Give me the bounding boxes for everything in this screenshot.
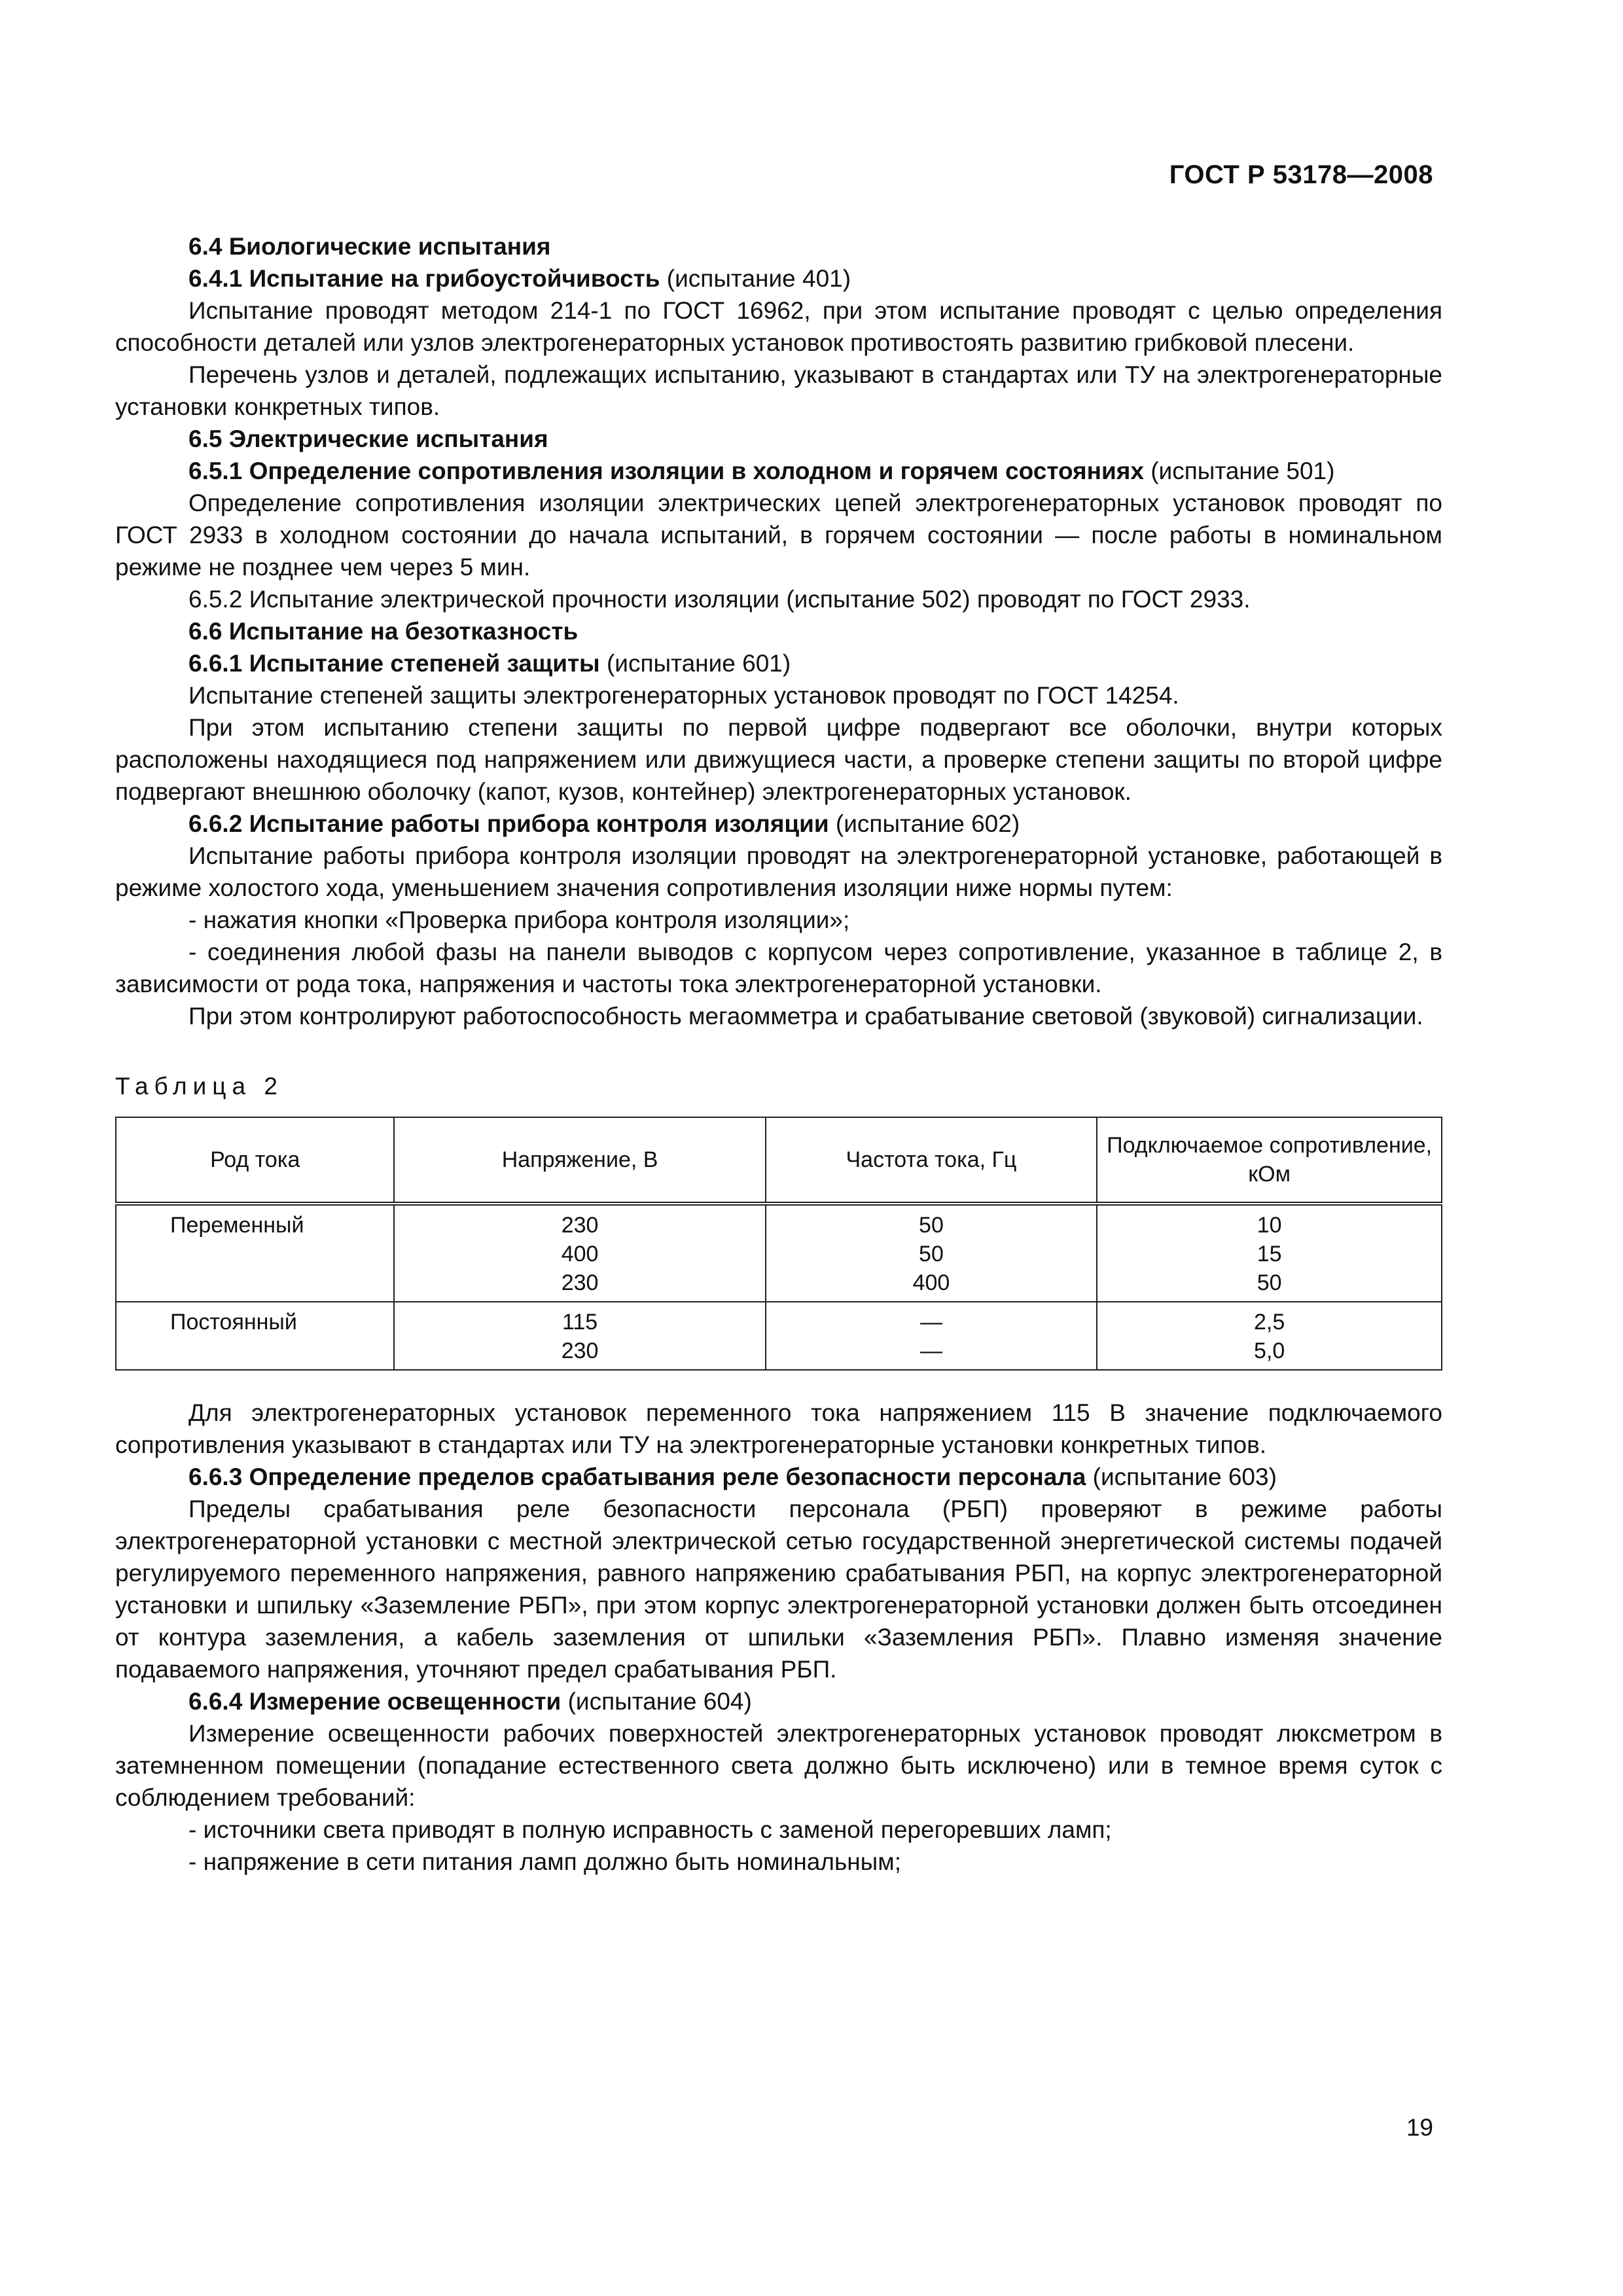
page-content [115, 230, 1442, 1878]
list-item: - источники света приводят в полную исправность с заменой перегоревших ламп; [188, 1816, 1112, 1843]
section-6-6-3-title: 6.6.3 Определение пределов срабатывания реле безопасности персонала [188, 1463, 1086, 1490]
table-row [116, 1204, 1442, 1302]
section-6-5-1-title: 6.5.1 Определение сопротивления изоляции в холодном и горячем состояниях [188, 457, 1144, 484]
cell-value: 230 [561, 1213, 599, 1238]
section-6-6-2-test-ref: (испытание 602) [829, 810, 1020, 837]
cell-value: 15 [1257, 1242, 1282, 1266]
section-6-6-1-heading [115, 647, 1442, 679]
section-6-4-title: 6.4 Биологические испытания [188, 233, 551, 260]
list-item: - нажатия кнопки «Проверка прибора контроля изоляции»; [188, 906, 850, 933]
section-6-6-1-test-ref: (испытание 601) [599, 650, 791, 677]
section-6-6-3-test-ref: (испытание 603) [1086, 1463, 1277, 1490]
section-6-6-3-heading [115, 1461, 1442, 1493]
cell-value: 400 [561, 1242, 599, 1266]
section-6-4-1-test-ref: (испытание 401) [660, 265, 851, 292]
section-6-6-title: 6.6 Испытание на безотказность [188, 618, 579, 645]
cell-value: 115 [562, 1310, 598, 1335]
data-table [115, 1117, 1442, 1371]
table-header-row [116, 1117, 1442, 1204]
document-number: ГОСТ Р 53178—2008 [1169, 160, 1433, 189]
paragraph: Испытание степеней защиты электрогенераторных установок проводят по ГОСТ 14254. [188, 682, 1179, 709]
page-number: 19 [1406, 2114, 1433, 2141]
section-6-6-2-heading [115, 808, 1442, 840]
section-6-6-2-title: 6.6.2 Испытание работы прибора контроля изоляции [188, 810, 829, 837]
cell-value: — [919, 1338, 942, 1363]
paragraph: Измерение освещенности рабочих поверхностей электрогенераторных установок проводят люксметром в затемненном помещении (попадание естественного света должно быть исключено) или в темное время суток с соблюдением требований: [115, 1720, 1442, 1811]
paragraph: Испытание работы прибора контроля изоляции проводят на электрогенераторной установке, работающей в режиме холостого хода, уменьшением значения сопротивления изоляции ниже нормы путем: [115, 842, 1442, 901]
cell-resistance [1097, 1204, 1442, 1302]
table-caption: Таблица 2 [115, 1073, 283, 1100]
section-6-4-1-title: 6.4.1 Испытание на грибоустойчивость [188, 265, 660, 292]
column-header-voltage: Напряжение, В [394, 1117, 765, 1204]
paragraph: 6.5.2 Испытание электрической прочности изоляции (испытание 502) проводят по ГОСТ 2933. [188, 586, 1251, 613]
cell-value: 10 [1257, 1213, 1282, 1238]
cell-frequency [766, 1204, 1097, 1302]
paragraph: При этом испытанию степени защиты по первой цифре подвергают все оболочки, внутри которых расположены находящиеся под напряжением или движущиеся части, а проверке степени защиты по второй цифре подвергают внешнюю оболочку (капот, кузов, контейнер) электрогенераторных установок. [115, 714, 1442, 805]
section-6-6-1-title: 6.6.1 Испытание степеней защиты [188, 650, 600, 677]
section-6-5-1-heading [115, 455, 1442, 487]
cell-value: 5,0 [1253, 1338, 1285, 1363]
cell-value: 2,5 [1253, 1310, 1285, 1335]
cell-value: 50 [919, 1242, 944, 1266]
paragraph: Испытание проводят методом 214-1 по ГОСТ 16962, при этом испытание проводят с целью определения способности деталей или узлов электрогенераторных установок противостоять развитию грибковой плесени. [115, 297, 1442, 356]
table-row [116, 1302, 1442, 1370]
column-header-frequency: Частота тока, Гц [766, 1117, 1097, 1204]
cell-voltage [394, 1204, 765, 1302]
cell-value: 230 [561, 1338, 599, 1363]
column-header-resistance: Подключаемое сопротивление, кОм [1097, 1117, 1442, 1204]
column-header-current-kind: Род тока [116, 1117, 394, 1204]
cell-value: — [919, 1310, 942, 1335]
paragraph: Перечень узлов и деталей, подлежащих испытанию, указывают в стандартах или ТУ на электрогенераторные установки конкретных типов. [115, 361, 1442, 420]
list-item: - соединения любой фазы на панели выводов с корпусом через сопротивление, указанное в таблице 2, в зависимости от рода тока, напряжения и частоты тока электрогенераторной установки. [115, 939, 1442, 997]
cell-current-kind: Постоянный [116, 1302, 394, 1370]
paragraph: При этом контролируют работоспособность мегаомметра и срабатывание световой (звуковой) сигнализации. [188, 1003, 1423, 1030]
paragraph: Определение сопротивления изоляции электрических цепей электрогенераторных установок проводят по ГОСТ 2933 в холодном состоянии до начала испытаний, в горячем состоянии — после работы в номинальном режиме не позднее чем через 5 мин. [115, 490, 1442, 581]
section-6-5-title: 6.5 Электрические испытания [188, 425, 548, 452]
cell-current-kind: Переменный [116, 1204, 394, 1302]
section-6-5-1-test-ref: (испытание 501) [1143, 457, 1335, 484]
cell-value: 50 [919, 1213, 944, 1238]
section-6-4-1-heading [115, 262, 1442, 295]
paragraph: Пределы срабатывания реле безопасности персонала (РБП) проверяют в режиме работы электрогенераторной установки с местной электрической сетью государственной энергетической системы подачей регулируемого переменного напряжения, равного напряжению срабатывания РБП, на корпус электрогенераторной установки и шпильку «Заземление РБП», при этом корпус электрогенераторной установки должен быть отсоединен от контура заземления, а кабель заземления от шпильки «Заземления РБП». Плавно изменяя значение подаваемого напряжения, уточняют предел срабатывания РБП. [115, 1496, 1442, 1683]
section-6-6-4-title: 6.6.4 Измерение освещенности [188, 1688, 562, 1715]
cell-value: 400 [912, 1270, 950, 1295]
cell-resistance [1097, 1302, 1442, 1370]
cell-voltage [394, 1302, 765, 1370]
cell-value: 230 [561, 1270, 599, 1295]
cell-value: 50 [1257, 1270, 1282, 1295]
cell-frequency [766, 1302, 1097, 1370]
list-item: - напряжение в сети питания ламп должно быть номинальным; [188, 1848, 901, 1875]
section-6-6-4-test-ref: (испытание 604) [561, 1688, 752, 1715]
paragraph: Для электрогенераторных установок переменного тока напряжением 115 В значение подключаемого сопротивления указывают в стандартах или ТУ на электрогенераторные установки конкретных типов. [115, 1399, 1442, 1458]
section-6-6-4-heading [115, 1685, 1442, 1717]
